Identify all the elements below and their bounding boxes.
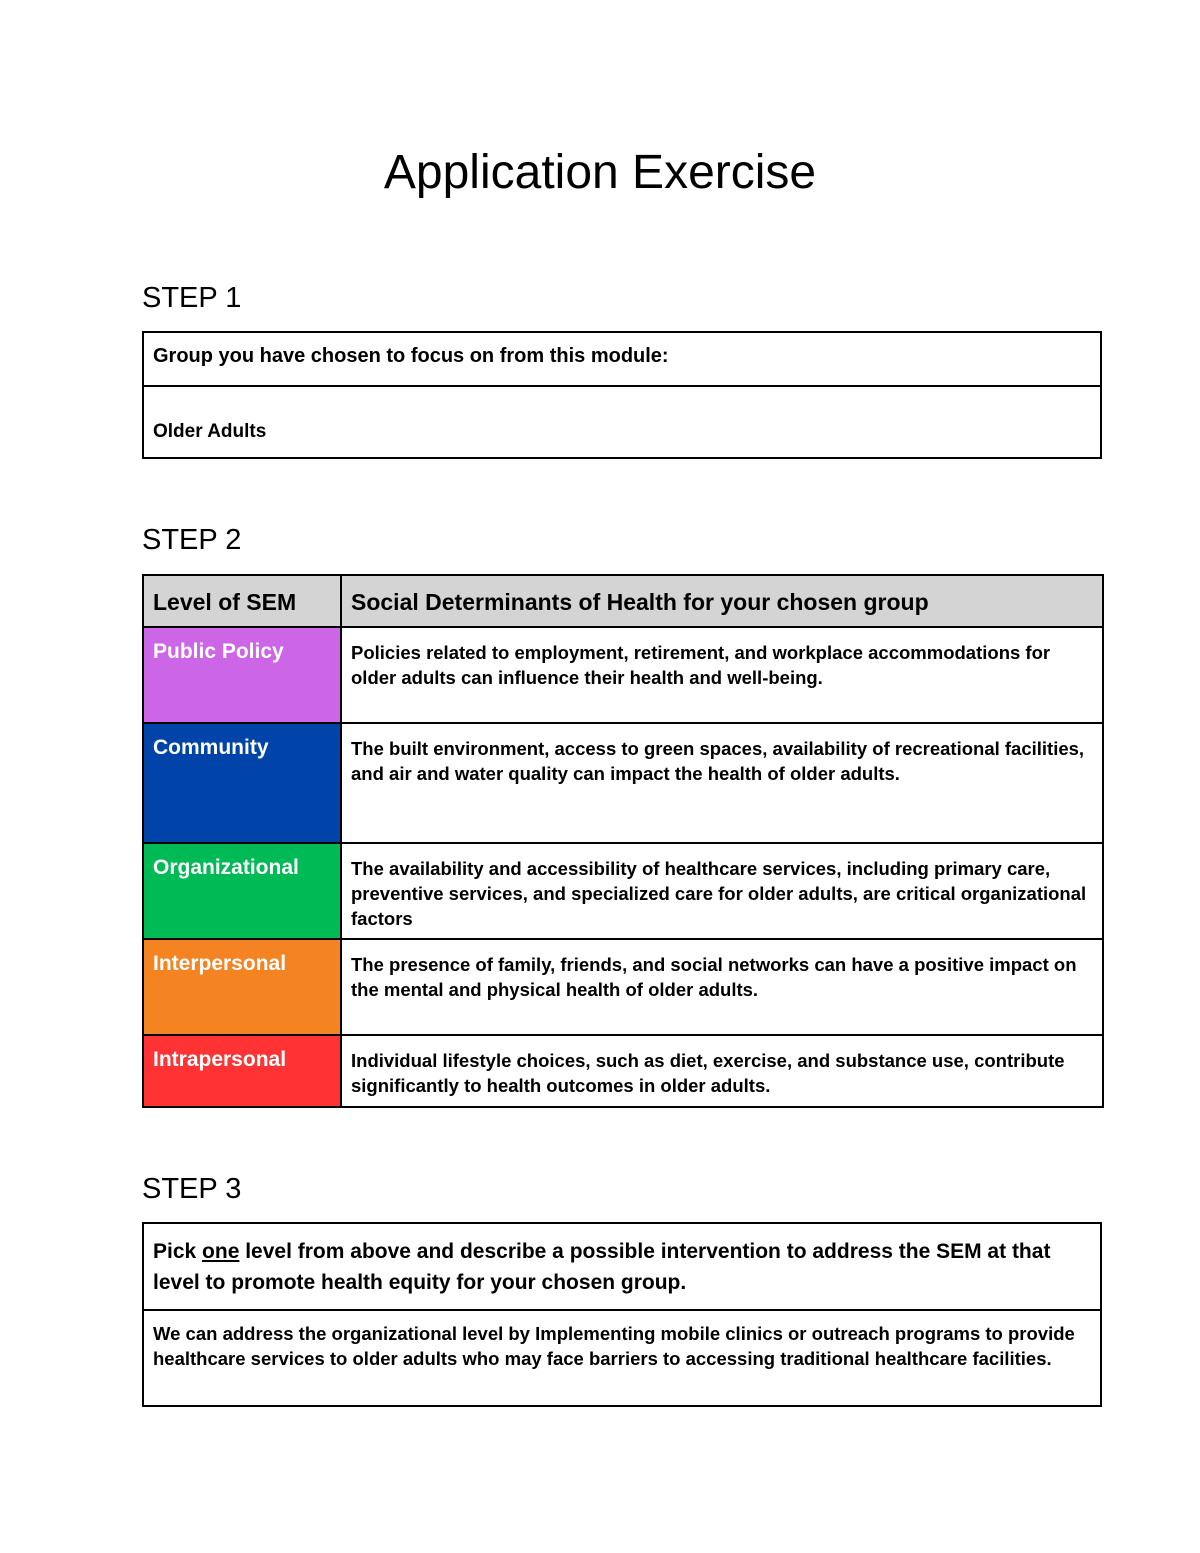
sem-level-public-policy: Public Policy xyxy=(143,627,341,723)
step1-question-row xyxy=(143,332,1101,386)
sem-determinant-public-policy: Policies related to employment, retirement, and workplace accommodations for older adults can influence their health and well-being. xyxy=(341,627,1103,723)
table-row xyxy=(143,843,1103,939)
step3-answer: We can address the organizational level by Implementing mobile clinics or outreach programs to provide healthcare services to older adults who may face barriers to accessing traditional healthcare facilities. xyxy=(143,1310,1101,1406)
step1-question: Group you have chosen to focus on from this module: xyxy=(143,332,1101,386)
page-title: Application Exercise xyxy=(383,146,817,199)
table-row xyxy=(143,627,1103,723)
sem-level-column-header: Level of SEM xyxy=(143,575,341,627)
step3-prompt xyxy=(143,1223,1101,1310)
step1-answer: Older Adults xyxy=(143,386,1101,458)
sem-level-interpersonal: Interpersonal xyxy=(143,939,341,1035)
step3-answer-row xyxy=(143,1310,1101,1406)
sem-table xyxy=(142,574,1104,1108)
step2-heading: STEP 2 xyxy=(142,524,242,556)
sem-level-community: Community xyxy=(143,723,341,843)
step3-prompt-start: Pick xyxy=(153,1240,203,1263)
table-row xyxy=(143,939,1103,1035)
sem-determinant-interpersonal: The presence of family, friends, and social networks can have a positive impact on the mental and physical health of older adults. xyxy=(341,939,1103,1035)
step1-heading: STEP 1 xyxy=(142,282,242,314)
step3-heading: STEP 3 xyxy=(142,1173,242,1205)
sem-table-header-row xyxy=(143,575,1103,627)
table-row xyxy=(143,723,1103,843)
table-row xyxy=(143,1035,1103,1107)
sem-level-organizational: Organizational xyxy=(143,843,341,939)
step3-prompt-end: level from above and describe a possible intervention to address the SEM at that level to promote health equity for your chosen group. xyxy=(153,1240,1051,1294)
step1-table xyxy=(142,331,1102,459)
sem-determinant-intrapersonal: Individual lifestyle choices, such as diet, exercise, and substance use, contribute significantly to health outcomes in older adults. xyxy=(341,1035,1103,1107)
step3-table xyxy=(142,1222,1102,1407)
sem-determinant-community: The built environment, access to green spaces, availability of recreational facilities, and air and water quality can impact the health of older adults. xyxy=(341,723,1103,843)
sem-determinant-organizational: The availability and accessibility of healthcare services, including primary care, preventive services, and specialized care for older adults, are critical organizational factors xyxy=(341,843,1103,939)
step1-answer-row xyxy=(143,386,1101,458)
step3-prompt-row xyxy=(143,1223,1101,1310)
sem-determinants-column-header: Social Determinants of Health for your chosen group xyxy=(341,575,1103,627)
step3-prompt-underlined-word: one xyxy=(202,1240,240,1263)
sem-level-intrapersonal: Intrapersonal xyxy=(143,1035,341,1107)
